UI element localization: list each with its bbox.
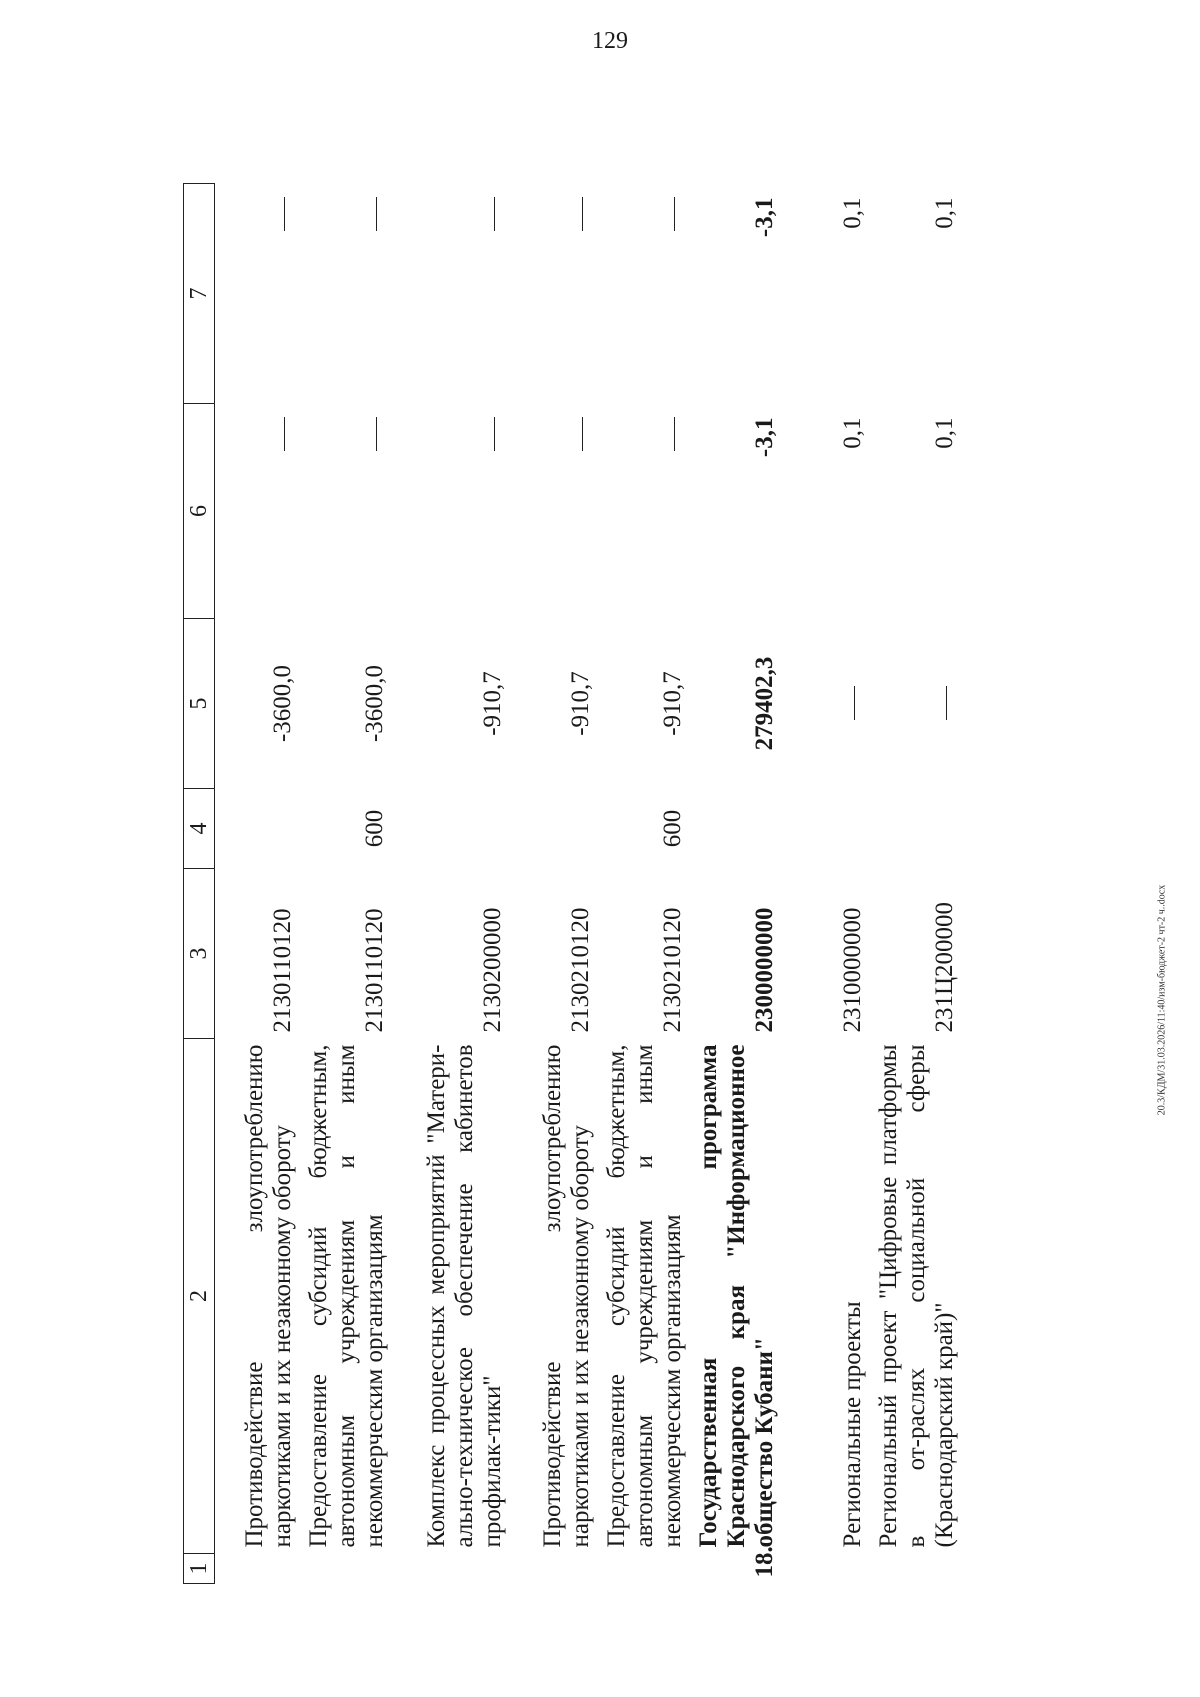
expense-group-cell	[215, 789, 302, 869]
column-header-3: 3	[184, 869, 215, 1039]
table-row	[215, 184, 302, 1584]
item-name-cell: Государственная программа Краснодарского края "Информационное общество Кубани"	[695, 1044, 778, 1548]
column-6-value-cell: 0,1	[931, 417, 958, 449]
column-7-value-cell	[215, 184, 302, 404]
expense-group-cell: 600	[361, 809, 388, 848]
sum-cell: 279402,3	[751, 656, 778, 751]
sum-cell	[871, 619, 963, 789]
item-number-cell	[871, 1554, 963, 1584]
sum-cell: -3600,0	[361, 664, 388, 743]
expense-group-cell	[511, 789, 599, 869]
column-6-value-cell	[301, 404, 393, 619]
empty-dash-mark	[946, 687, 947, 721]
table-row	[871, 184, 963, 1584]
column-6-value-cell	[599, 404, 691, 619]
table-row	[599, 184, 691, 1584]
column-6-value-cell: 0,1	[839, 417, 866, 449]
sum-cell: -910,7	[659, 671, 686, 736]
item-name-cell: Региональные проекты	[839, 1301, 866, 1548]
table-row	[301, 184, 393, 1584]
column-7-value-cell: 0,1	[839, 197, 866, 229]
expense-group-cell: 600	[659, 809, 686, 848]
column-header-7: 7	[184, 184, 215, 404]
empty-dash-mark	[284, 198, 285, 232]
empty-dash-mark	[376, 418, 377, 452]
expense-group-cell	[691, 789, 783, 869]
column-7-value-cell: 0,1	[931, 197, 958, 229]
table-row	[691, 184, 783, 1584]
empty-dash-mark	[854, 687, 855, 721]
item-number-cell	[511, 1554, 599, 1584]
sum-cell: -910,7	[479, 671, 506, 736]
column-header-1: 1	[184, 1554, 215, 1584]
expense-group-cell	[871, 789, 963, 869]
empty-dash-mark	[582, 418, 583, 452]
column-header-2: 2	[184, 1039, 215, 1554]
table-row	[393, 184, 511, 1584]
empty-dash-mark	[376, 198, 377, 232]
document-footer-code: 20.3/КДМ/31.03.2026/11:40/изм-бюджет-2 чт-2 ч..docx	[1156, 884, 1168, 1116]
column-header-6: 6	[184, 404, 215, 619]
table-row	[511, 184, 599, 1584]
target-code-cell: 2310000000	[839, 907, 866, 1033]
target-code-cell: 2130210120	[567, 907, 594, 1033]
column-7-value-cell: -3,1	[751, 197, 778, 238]
item-number-cell	[393, 1554, 511, 1584]
column-7-value-cell	[599, 184, 691, 404]
column-7-value-cell	[511, 184, 599, 404]
sum-cell: -3600,0	[269, 664, 296, 743]
column-header-5: 5	[184, 619, 215, 789]
column-header-4: 4	[184, 789, 215, 869]
target-code-cell: 2300000000	[751, 907, 778, 1033]
column-7-value-cell	[393, 184, 511, 404]
column-6-value-cell	[511, 404, 599, 619]
column-7-value-cell	[301, 184, 393, 404]
item-name-cell: Предоставление субсидий бюджетным, автономным учреждениям и иным некоммерческим организациям	[305, 1044, 388, 1548]
item-name-cell: Комплекс процессных мероприятий "Матери-ально-техническое обеспечение кабинетов профилак-тики"	[423, 1044, 506, 1548]
item-number-cell	[783, 1554, 871, 1584]
expense-group-cell	[393, 789, 511, 869]
item-name-cell: Противодействие злоупотреблению наркотиками и их незаконному обороту	[241, 1044, 296, 1548]
item-number-cell: 18.	[751, 1546, 778, 1578]
empty-dash-mark	[674, 198, 675, 232]
empty-dash-mark	[674, 418, 675, 452]
target-code-cell: 231Ц200000	[931, 901, 958, 1033]
item-name-cell: Предоставление субсидий бюджетным, автономным учреждениям и иным некоммерческим организациям	[603, 1044, 686, 1548]
target-code-cell: 2130110120	[361, 908, 388, 1033]
item-number-cell	[599, 1554, 691, 1584]
empty-dash-mark	[284, 418, 285, 452]
empty-dash-mark	[582, 198, 583, 232]
target-code-cell: 2130110120	[269, 908, 296, 1033]
item-name-cell: Региональный проект "Цифровые платформы в от-раслях социальной сферы (Краснодарский край)"	[875, 1044, 958, 1548]
target-code-cell: 2130210120	[659, 907, 686, 1033]
item-name-cell: Противодействие злоупотреблению наркотиками и их незаконному обороту	[539, 1044, 594, 1548]
expense-group-cell	[783, 789, 871, 869]
table-header-row	[184, 184, 215, 1584]
column-6-value-cell	[215, 404, 302, 619]
target-code-cell: 2130200000	[479, 907, 506, 1033]
column-6-value-cell	[393, 404, 511, 619]
budget-table	[183, 183, 963, 1584]
column-6-value-cell: -3,1	[751, 417, 778, 458]
rotated-table-stage	[183, 184, 963, 1584]
table-body	[215, 184, 964, 1584]
sum-cell: -910,7	[567, 671, 594, 736]
item-number-cell	[215, 1554, 302, 1584]
table-row	[783, 184, 871, 1584]
item-number-cell	[301, 1554, 393, 1584]
sum-cell	[783, 619, 871, 789]
page-number: 129	[592, 28, 628, 54]
empty-dash-mark	[494, 198, 495, 232]
empty-dash-mark	[494, 418, 495, 452]
